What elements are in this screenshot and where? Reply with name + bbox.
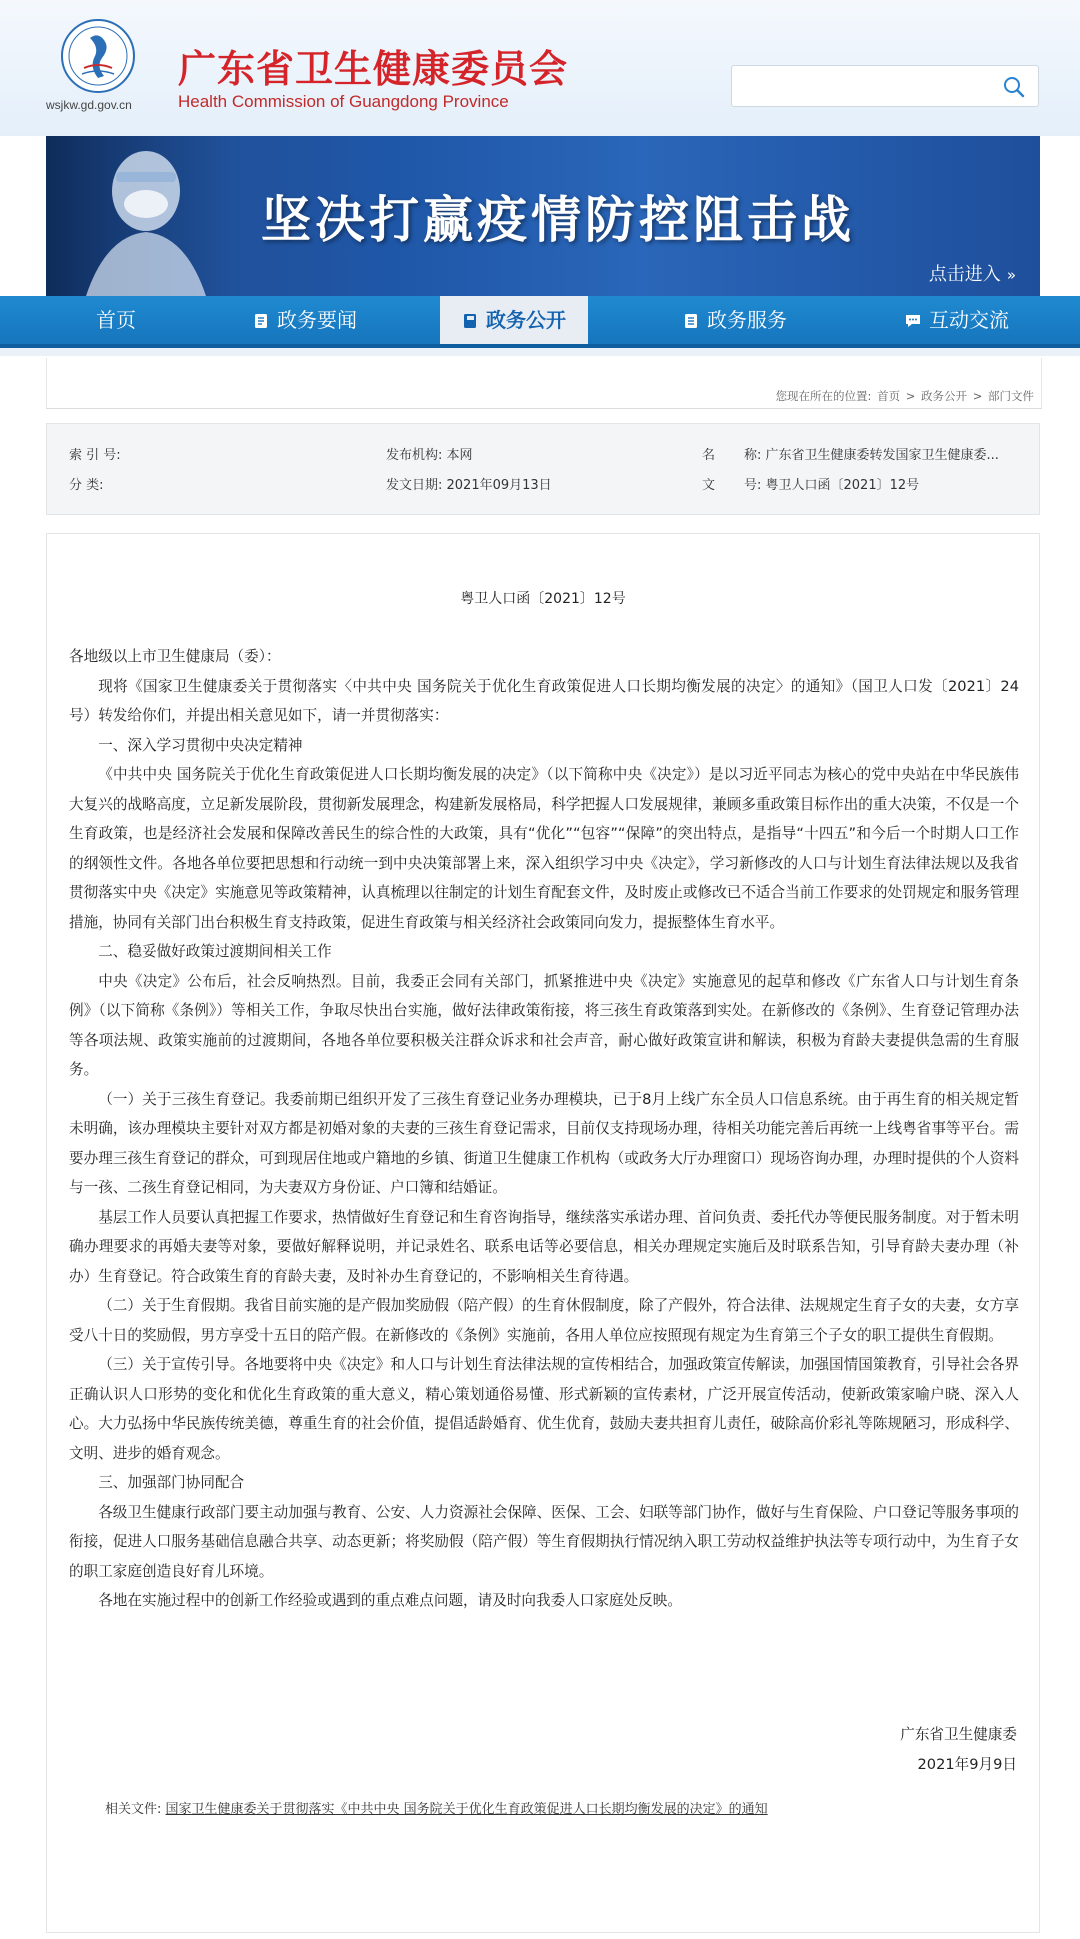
meta-name-label: 名 [702, 448, 716, 463]
signature-date: 2021年9月9日 [917, 1755, 1017, 1773]
section-heading: 一、深入学习贯彻中央决定精神 [98, 736, 303, 754]
paragraph-salutation: 各地级以上市卫生健康局（委）： [69, 648, 281, 665]
main-nav [0, 296, 1080, 348]
nav-item-home[interactable] [46, 296, 186, 344]
meta-date: 发文日期: 2021年09月13日 [386, 478, 552, 493]
nav-underline [0, 348, 1080, 356]
site-url: wsjkw.gd.gov.cn [46, 98, 132, 112]
banner-link-label: 点击进入 [928, 264, 1001, 285]
paragraph: 基层工作人员要认真把握工作要求，热情做好生育登记和生育咨询指导，继续落实承诺办理、首问负责、委托代办等便民服务制度。对于暂未明确办理要求的再婚夫妻等对象，要做好解释说明，并记录姓名、联系电话等必要信息，相关办理规定实施后及时联系告知，引导育龄夫妻办理（补办）生育登记。符合政策生育的育龄夫妻，及时补办生育登记的，不影响相关生育待遇。 [69, 1208, 1019, 1285]
paragraph: 现将《国家卫生健康委关于贯彻落实〈中共中央 国务院关于优化生育政策促进人口长期均衡发展的决定〉的通知》（国卫人口发〔2021〕24号）转发给你们，并提出相关意见如下，请一并贯彻落实： [69, 677, 1019, 724]
banner-slogan: 坚决打赢疫情防控阻击战 [261, 191, 855, 249]
site-header [0, 0, 1080, 136]
nav-item-news[interactable] [225, 296, 385, 344]
related-files [105, 1798, 768, 1817]
document-icon [253, 313, 269, 329]
breadcrumb [775, 388, 1035, 404]
paragraph: 《中共中央 国务院关于优化生育政策促进人口长期均衡发展的决定》（以下简称中央《决定》）是以习近平同志为核心的党中央站在中华民族伟大复兴的战略高度，立足新发展阶段，贯彻新发展理念，构建新发展格局，科学把握人口发展规律，兼顾多重政策目标作出的重大决策，不仅是一个生育政策，也是经济社会发展和保障改善民生的综合性的大政策，具有“优化”“包容”“保障”的突出特点，是指导“十四五”和今后一个时期人口工作的纲领性文件。各地各单位要把思想和行动统一到中央决策部署上来，深入组织学习中央《决定》，学习新修改的人口与计划生育法律法规以及我省贯彻落实中央《决定》实施意见等政策精神，认真梳理以往制定的计划生育配套文件，及时废止或修改已不适合当前工作要求的处罚规定和服务管理措施，协同有关部门出台积极生育支持政策，促进生育政策与相关经济社会政策同向发力，提振整体生育水平。 [69, 766, 1019, 931]
article [46, 533, 1040, 1933]
nav-item-label: 政务公开 [486, 308, 566, 332]
signature-org: 广东省卫生健康委 [900, 1726, 1017, 1743]
paragraph: 中央《决定》公布后，社会反响热烈。目前，我委正会同有关部门，抓紧推进中央《决定》实施意见的起草和修改《广东省人口与计划生育条例》（以下简称《条例》）等相关工作，争取尽快出台实施，做好法律政策衔接，将三孩生育政策落到实处。在新修改的《条例》、生育登记管理办法等各项法规、政策实施前的过渡期间，各地各单位要积极关注群众诉求和社会声音，耐心做好政策宣讲和解读，积极为育龄夫妻提供急需的生育服务。 [69, 972, 1019, 1078]
document-body [69, 642, 1019, 1616]
document-signature [900, 1720, 1017, 1779]
breadcrumb-prefix: 您现在所在的位置: [775, 389, 872, 403]
commission-logo-icon[interactable] [60, 18, 136, 94]
double-chevron-right-icon: » [1006, 266, 1016, 284]
paragraph: （三）关于宣传引导。各地要将中央《决定》和人口与计划生育法律法规的宣传相结合，加强政策宣传解读，加强国情国策教育，引导社会各界正确认识人口形势的变化和优化生育政策的重大意义，精心策划通俗易懂、形式新颖的宣传素材，广泛开展宣传活动，使新政策家喻户晓、深入人心。大力弘扬中华民族传统美德，尊重生育的社会价值，提倡适龄婚育、优生优育，鼓励夫妻共担育儿责任，破除高价彩礼等陈规陋习，形成科学、文明、进步的婚育观念。 [69, 1356, 1019, 1462]
meta-category-label: 分 类: [69, 478, 104, 493]
section-heading: 三、加强部门协同配合 [98, 1474, 245, 1491]
meta-name-value: 称: 广东省卫生健康委转发国家卫生健康委... [744, 448, 999, 463]
nav-item-label: 政务服务 [707, 308, 787, 332]
meta-publisher: 发布机构: 本网 [386, 448, 473, 463]
breadcrumb-area [46, 358, 1042, 409]
medical-worker-image [46, 136, 266, 296]
paragraph: （一）关于三孩生育登记。我委前期已组织开发了三孩生育登记业务办理模块，已于8月上线广东全员人口信息系统。由于再生育的相关规定暂未明确，该办理模块主要针对双方都是初婚对象的夫妻的三孩生育登记需求，目前仅支持现场办理，待相关功能完善后再统一上线粤省事等平台。需要办理三孩生育登记的群众，可到现居住地或户籍地的乡镇、街道卫生健康工作机构（或政务大厅办理窗口）现场咨询办理，办理时提供的个人资料与一孩、二孩生育登记相同，为夫妻双方身份证、户口簿和结婚证。 [69, 1090, 1019, 1196]
search-icon[interactable] [1002, 75, 1026, 99]
breadcrumb-item-home[interactable]: 首页 [877, 389, 901, 403]
chat-icon [905, 313, 921, 329]
banner-enter-link[interactable] [929, 260, 1016, 286]
nav-item-label: 政务要闻 [277, 308, 357, 332]
meta-docno-label: 文 [702, 478, 716, 493]
nav-item-services[interactable] [655, 296, 815, 344]
book-icon [462, 313, 478, 329]
meta-index-label: 索 引 号: [69, 448, 121, 463]
document-number: 粤卫人口函〔2021〕12号 [460, 591, 626, 607]
list-icon [683, 313, 699, 329]
section-heading: 二、稳妥做好政策过渡期间相关工作 [98, 943, 332, 960]
search-box [731, 65, 1039, 107]
related-label: 相关文件: [105, 1802, 162, 1817]
site-name-english: Health Commission of Guangdong Province [178, 92, 509, 111]
breadcrumb-separator: > [905, 389, 916, 403]
document-meta [46, 423, 1040, 515]
paragraph: （二）关于生育假期。我省目前实施的是产假加奖励假（陪产假）的生育休假制度，除了产假外，符合法律、法规规定生育子女的夫妻，女方享受八十日的奖励假，男方享受十五日的陪产假。在新修改的《条例》实施前，各用人单位应按照现有规定为生育第三个子女的职工提供生育假期。 [69, 1297, 1019, 1344]
paragraph: 各级卫生健康行政部门要主动加强与教育、公安、人力资源社会保障、医保、工会、妇联等部门协作，做好与生育保险、户口登记等服务事项的衔接，促进人口服务基础信息融合共享、动态更新；将奖励假（陪产假）等生育假期执行情况纳入职工劳动权益维护执法等专项行动中，为生育子女的职工家庭创造良好育儿环境。 [69, 1503, 1019, 1580]
nav-item-label: 互动交流 [929, 308, 1009, 332]
site-name[interactable]: 广东省卫生健康委员会 [178, 47, 569, 91]
breadcrumb-item-gov-open[interactable]: 政务公开 [921, 389, 968, 403]
breadcrumb-item-dept-docs[interactable]: 部门文件 [988, 389, 1034, 403]
nav-item-gov-open[interactable] [440, 296, 588, 344]
epidemic-banner[interactable] [46, 136, 1040, 296]
breadcrumb-separator: > [972, 389, 983, 403]
nav-item-label: 首页 [96, 308, 136, 332]
nav-item-interaction[interactable] [872, 296, 1042, 344]
meta-docno-value: 号: 粤卫人口函〔2021〕12号 [744, 478, 920, 493]
related-file-link[interactable]: 国家卫生健康委关于贯彻落实《中共中央 国务院关于优化生育政策促进人口长期均衡发展的决定》的通知 [165, 1802, 768, 1817]
search-input[interactable] [742, 72, 986, 102]
paragraph: 各地在实施过程中的创新工作经验或遇到的重点难点问题，请及时向我委人口家庭处反映。 [98, 1592, 682, 1609]
